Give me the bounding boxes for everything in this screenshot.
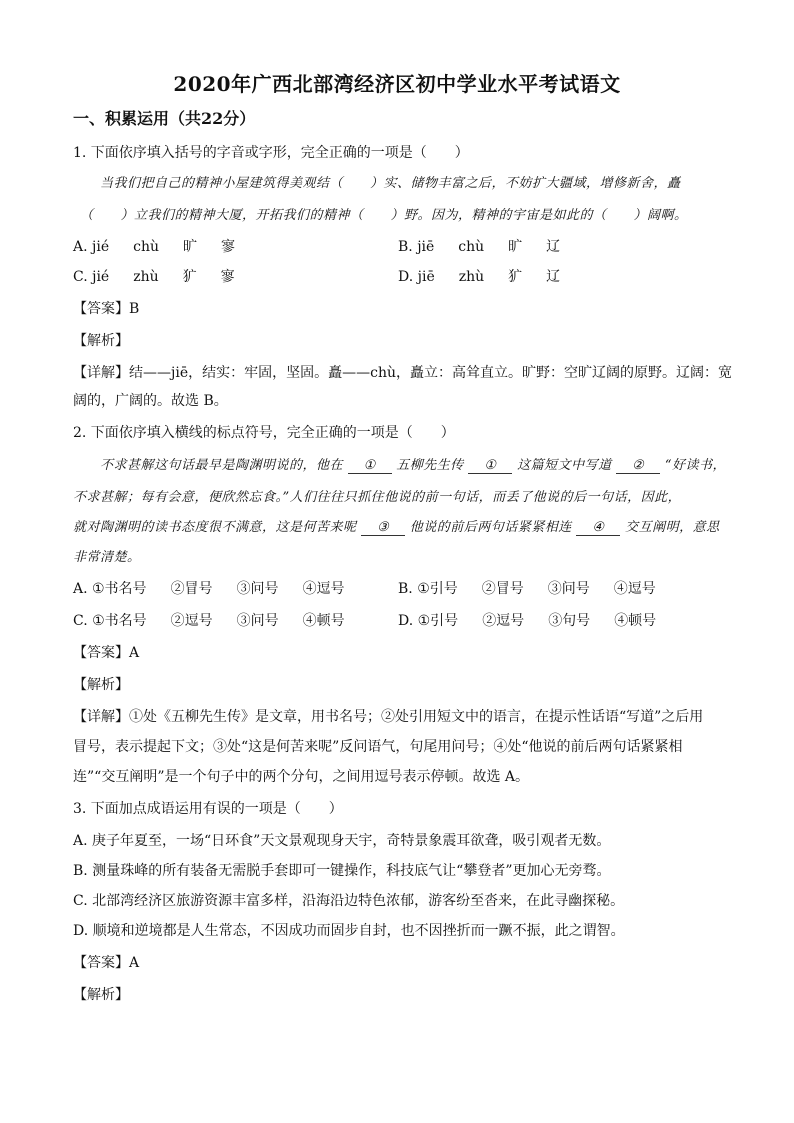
option-part: 旷 [183,239,197,255]
section-heading: 一、积累运用（共22分） [73,109,256,128]
option-part: chù [458,239,485,255]
q2-option-d [398,610,680,630]
q1-detail-line-2: 阔的，广阔的。故选 B。 [73,393,228,409]
passage-text: 交互阐明，意思 [625,520,720,535]
option-part: ②冒号 [481,581,524,597]
option-part: ④逗号 [302,581,345,597]
blank-2: ② [616,458,660,474]
option-part: zhù [133,269,159,285]
blank-4: ④ [576,520,620,536]
option-part: 旷 [508,239,523,255]
q3-option-a: A. 庚子年夏至，一场“日环食”天文景观现身天宇，奇特景象震耳欲聋，吸引观者无数。 [73,833,611,849]
q2-answer: 【答案】A [73,645,140,661]
option-part: 寥 [221,239,235,255]
q1-option-a [73,236,259,256]
blank-1b: ① [468,458,512,474]
q2-detail-line-3: 连”“交互阐明”是一个句子中的两个分句，之间用逗号表示停顿。故选 A。 [73,769,530,785]
q3-answer: 【答案】A [73,955,140,971]
q1-option-b [398,236,584,256]
option-part: ③问号 [236,581,279,597]
q2-passage-line-2: 不求甚解；每有会意，便欣然忘食。”人们往往只抓住他说的前一句话，而丢了他说的后一句话，因此， [73,490,682,505]
q3-stem: 3. 下面加点成语运用有误的一项是（ ） [73,801,343,817]
option-part: chù [133,239,159,255]
passage-text: 他说的前后两句话紧紧相连 [409,520,572,535]
q1-option-c [73,266,259,286]
q1-analysis-label: 【解析】 [73,333,129,349]
option-part: ②逗号 [482,613,525,629]
option-part: ③问号 [547,581,590,597]
q1-option-d [398,266,584,286]
option-part: A. jié [73,239,110,255]
q2-option-c [73,610,369,630]
q1-detail-line-1: 【详解】结——jiē，结实：牢固，坚固。矗——chù，矗立：高耸直立。旷野：空旷辽阔的原野。辽阔：宽 [73,365,732,381]
option-part: B. jiē [398,239,435,255]
q2-stem: 2. 下面依序填入横线的标点符号，完全正确的一项是（ ） [73,425,455,441]
q1-answer: 【答案】B [73,301,140,317]
q2-passage-line-3 [73,516,720,536]
option-part: D. ①引号 [398,613,459,629]
passage-text: 五柳先生传 [396,458,464,473]
q2-analysis-label: 【解析】 [73,677,129,693]
option-part: 辽 [546,239,561,255]
q2-passage-line-1 [100,454,726,474]
option-part: zhù [458,269,485,285]
passage-text: 这篇短文中写道 [517,458,612,473]
q3-analysis-label: 【解析】 [73,987,129,1003]
option-part: C. jié [73,269,110,285]
option-part: 寥 [220,269,235,285]
q2-passage-line-4: 非常清楚。 [73,550,141,565]
option-part: B. ①引号 [398,581,458,597]
q1-passage-line-1: 当我们把自己的精神小屋建筑得美观结（ ）实、储物丰富之后，不妨扩大疆域，增修新舍，矗 [100,176,681,191]
q2-option-a [73,578,369,598]
passage-text: 就对陶渊明的读书态度很不满意，这是何苦来呢 [73,520,357,535]
option-part: ②逗号 [170,613,213,629]
option-part: C. ①书名号 [73,613,147,629]
option-part: ④顿号 [302,613,345,629]
option-part: ②冒号 [170,581,213,597]
q3-option-c: C. 北部湾经济区旅游资源丰富多样，沿海沿边特色浓郁，游客纷至沓来，在此寻幽探秘。 [73,893,625,909]
blank-1: ① [348,458,392,474]
q2-option-b [398,578,680,598]
page-title: 2020年广西北部湾经济区初中学业水平考试语文 [173,72,621,96]
option-part: 犷 [182,269,197,285]
option-part: A. ①书名号 [73,581,147,597]
q2-detail-line-1: 【详解】①处《五柳先生传》是文章，用书名号；②处引用短文中的语言，在提示性话语“写道”之后用 [73,709,704,725]
option-part: ③问号 [236,613,279,629]
option-part: ④逗号 [613,581,656,597]
passage-text: 不求甚解这句话最早是陶渊明说的，他在 [100,458,344,473]
blank-3: ③ [361,520,405,536]
q3-option-d: D. 顺境和逆境都是人生常态，不因成功而固步自封，也不因挫折而一蹶不振，此之谓智。 [73,923,625,939]
option-part: 犷 [508,269,523,285]
option-part: ③句号 [548,613,591,629]
q1-passage-line-2: （ ）立我们的精神大厦，开拓我们的精神（ ）野。因为，精神的宇宙是如此的（ ）阔啊。 [80,208,688,223]
q3-option-b: B. 测量珠峰的所有装备无需脱手套即可一键操作，科技底气让“攀登者”更加心无旁骛。 [73,863,611,879]
option-part: 辽 [546,269,561,285]
passage-text: “好读书， [664,458,727,473]
q1-stem: 1. 下面依序填入括号的字音或字形，完全正确的一项是（ ） [73,145,469,161]
option-part: ④顿号 [614,613,657,629]
option-part: D. jiē [398,269,435,285]
q2-detail-line-2: 冒号，表示提起下文；③处“这是何苦来呢”反问语气，句尾用问号；④处“他说的前后两句话紧紧相 [73,739,683,755]
